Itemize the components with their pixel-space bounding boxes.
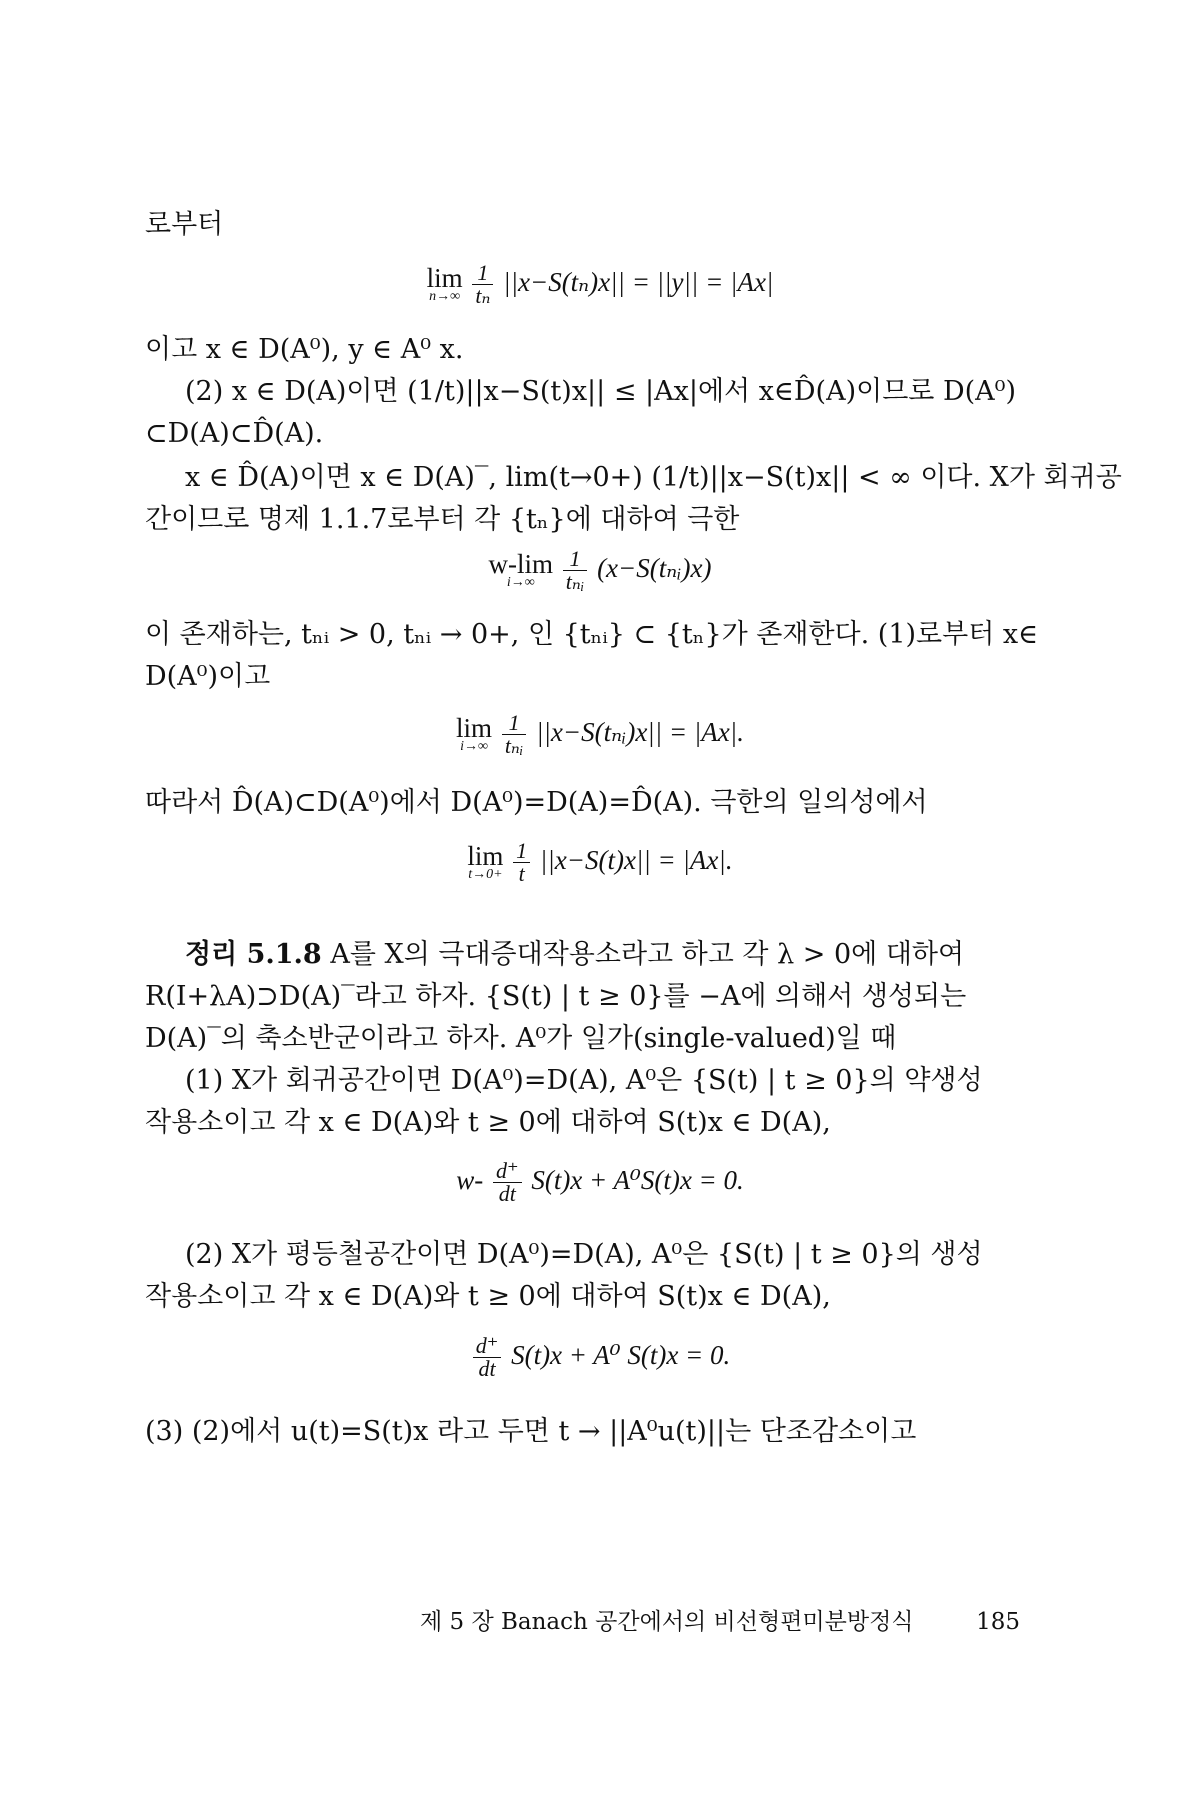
- text-line: (1) X가 회귀공간이면 D(A⁰)=D(A), A⁰은 {S(t) | t ≥ 0}의 약생성: [185, 1065, 983, 1096]
- text-line: D(A)‾의 축소반군이라고 하자. A⁰가 일가(single-valued)일 때: [145, 1023, 897, 1054]
- equation-limit-tni: lim i→∞ $\frac{1}{\text{tₙᵢ}}$ ||x−S(tₙᵢ)x|| = |Ax|.: [456, 710, 744, 759]
- text-line: 작용소이고 각 x ∈ D(A)와 t ≥ 0에 대하여 S(t)x ∈ D(A),: [145, 1281, 831, 1312]
- equation-weak-derivative: w- $\frac{d^+}{dt}$ S(t)x + A⁰S(t)x = 0.: [456, 1158, 744, 1207]
- text-line: R(I+λA)⊃D(A)‾라고 하자. {S(t) | t ≥ 0}를 −A에 의해서 생성되는: [145, 981, 967, 1012]
- text-line: 간이므로 명제 1.1.7로부터 각 {tₙ}에 대하여 극한: [145, 504, 740, 535]
- equation-derivative: $\frac{d^+}{dt}$ S(t)x + A⁰ S(t)x = 0.: [145, 1335, 1055, 1380]
- text-line: 이고 x ∈ D(A⁰), y ∈ A⁰ x.: [145, 334, 464, 365]
- text-line: ⊂D(A)⊂D̂(A).: [145, 418, 324, 449]
- running-footer: 제 5 장 Banach 공간에서의 비선형편미분방정식: [420, 1609, 914, 1635]
- text-line: 이 존재하는, tₙᵢ > 0, tₙᵢ → 0+, 인 {tₙᵢ} ⊂ {tₙ}가 존재한다. (1)로부터 x∈: [145, 619, 1039, 650]
- page-number: 185: [976, 1609, 1020, 1635]
- text-line: (2) x ∈ D(A)이면 (1/t)||x−S(t)x|| ≤ |Ax|에서 x∈D̂(A)이므로 D(A⁰): [185, 376, 1016, 407]
- text-line: 작용소이고 각 x ∈ D(A)와 t ≥ 0에 대하여 S(t)x ∈ D(A),: [145, 1107, 831, 1138]
- text-line: (2) X가 평등철공간이면 D(A⁰)=D(A), A⁰은 {S(t) | t ≥ 0}의 생성: [185, 1239, 983, 1270]
- page-footer: [420, 1606, 1060, 1638]
- text-line: 따라서 D̂(A)⊂D(A⁰)에서 D(A⁰)=D(A)=D̂(A). 극한의 일의성에서: [145, 787, 928, 818]
- text-line: x ∈ D̂(A)이면 x ∈ D(A)‾, lim(t→0+) (1/t)||x−S(t)x|| < ∞ 이다. X가 회귀공: [185, 462, 1122, 493]
- theorem-label: 정리 5.1.8: [185, 939, 322, 970]
- equation-limit-tn: lim n→∞ $\frac{1}{\text{tₙ}}$ ||x−S(tₙ)x|| = ||y|| = |Ax|: [426, 260, 774, 309]
- text-line: D(A⁰)이고: [145, 661, 271, 692]
- equation-limit-t: lim t→0+ $\frac{1}{t}$ ||x−S(t)x|| = |Ax|.: [467, 838, 733, 887]
- text-line: (3) (2)에서 u(t)=S(t)x 라고 두면 t → ||A⁰u(t)||는 단조감소이고: [145, 1416, 917, 1447]
- equation-weak-limit: w-lim i→∞ $\frac{1}{\text{tₙᵢ}}$ (x−S(tₙᵢ)x): [488, 546, 712, 595]
- text-line: 로부터: [145, 209, 224, 240]
- theorem-statement: 정리 5.1.8 A를 X의 극대증대작용소라고 하고 각 λ > 0에 대하여: [185, 939, 965, 970]
